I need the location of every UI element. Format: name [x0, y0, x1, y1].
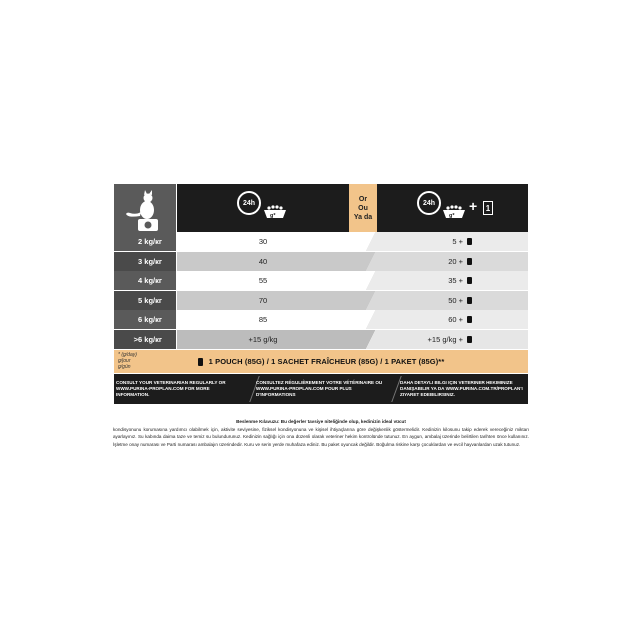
dry-food-header	[177, 184, 349, 232]
unit-line: g/gün	[118, 364, 131, 370]
pouch-icon	[467, 238, 472, 245]
advice-fr: CONSULTEZ RÉGULIÈREMENT VOTRE VÉTÉRINAIRE OU WWW.PURINA-PROPLAN.COM POUR PLUS D'INFORMATIONS	[256, 380, 383, 397]
cat-weight-label: 4 kg/кг	[114, 271, 176, 290]
pouch-icon	[467, 258, 472, 265]
or-en: Or	[358, 195, 368, 203]
or-tr: Ya da	[353, 213, 373, 221]
cat-weight-label: 2 kg/кг	[114, 232, 176, 251]
cat-on-scale-icon	[114, 184, 176, 232]
pouch-icon	[467, 316, 472, 323]
cat-weight-label: 3 kg/кг	[114, 252, 176, 271]
table-row	[114, 330, 528, 350]
unit-line: * (g/day)	[118, 352, 137, 358]
pouch-icon	[198, 358, 203, 366]
or-fr: Ou	[358, 204, 368, 212]
table-row	[114, 252, 528, 272]
dry-amount: +15 g/kg	[248, 334, 278, 344]
pouch-icon	[467, 277, 472, 284]
wet-unit-label: g*	[449, 213, 455, 219]
notes-body: kondisyonunu korumasına yardımcı olabilmek için, aktivite seviyesine, fiziksel kondisyonuna ve kişisel ihtiyaçlarına göre değişkenlik göstermelidir. Kedinizin kilosunu takip ederek vereceğiniz miktarı ayarlayınız. Su kabında daima taze ve temiz su bulundurunuz. Kedinizin sağlığı için ona düzenli olarak veteriner hekim kontrolünde tutunuz. En aygun, ambalaj üzerinde belirtilen tarihten önce kullanınız. İşletme onay numarası ve Parti numarası ambalajın üzerindedir. Kuru ve serin yerde muhafaza ediniz. Bu paket oyuncak değildir. Boğulma riskine karşı çocuklardan ve evcil hayvanlardan uzak tutunuz.	[113, 426, 529, 447]
mixed-feeding-header	[377, 184, 528, 232]
or-separator	[349, 184, 377, 232]
table-row	[114, 291, 528, 311]
dry-amount: 30	[258, 237, 268, 246]
mixed-amount: 60 +	[349, 310, 528, 329]
cat-weight-label: 6 kg/кг	[114, 310, 176, 329]
dry-food-bowl-icon	[262, 202, 288, 220]
table-row	[114, 271, 528, 291]
mixed-amount: 50 +	[349, 291, 528, 310]
cat-weight-label: 5 kg/кг	[114, 291, 176, 310]
dry-amount: 85	[258, 315, 268, 324]
clock-24h-icon: 24h	[237, 191, 261, 215]
plus-sign: +	[469, 198, 478, 214]
mixed-amount: 5 +	[349, 232, 528, 251]
clock-24h-icon: 24h	[417, 191, 441, 215]
unit-line: g/jour	[118, 358, 131, 364]
dry-unit-label: g*	[270, 213, 276, 219]
pouch-text	[114, 350, 528, 373]
dry-amount: 55	[258, 276, 268, 285]
vet-advice-footer	[114, 374, 528, 404]
cat-weight-label: >6 kg/кг	[114, 330, 176, 349]
feeding-table	[114, 184, 528, 404]
table-row	[114, 232, 528, 252]
pouch-icon	[467, 336, 472, 343]
wet-food-bowl-icon	[441, 202, 467, 220]
pouch-icon: 1	[483, 201, 493, 215]
mixed-amount: 20 +	[349, 252, 528, 271]
mixed-amount: +15 g/kg +	[349, 330, 528, 349]
notes-title: Beslenme Kılavuzu: Bu değerler tavsiye niteliğinde olup, kedinizin ideal vücut	[236, 419, 406, 424]
dry-amount: 40	[258, 256, 268, 266]
feeding-rows	[114, 232, 528, 349]
pouch-info-bar	[114, 350, 528, 373]
pouch-icon	[467, 297, 472, 304]
cat-weight-header	[114, 184, 176, 232]
feeding-guide-notes	[113, 418, 529, 448]
table-row	[114, 310, 528, 330]
mixed-amount: 35 +	[349, 271, 528, 290]
advice-en: CONSULT YOUR VETERINARIAN REGULARLY OR WWW.PURINA-PROPLAN.COM FOR MORE INFORMATION.	[116, 380, 226, 397]
advice-tr: DAHA DETAYLI BILGI IÇIN VETERINER HEKIMINIZE DANIŞABILIR YA DA WWW.PURINA.COM.TR/PROPLAN'I ZIYARET EDEBILIRSINIZ.	[400, 380, 523, 397]
pouch-label: 1 POUCH (85G) / 1 SACHET FRAÎCHEUR (85G) / 1 PAKET (85G)**	[208, 357, 445, 366]
dry-amount: 70	[258, 295, 268, 305]
table-header	[114, 184, 528, 232]
